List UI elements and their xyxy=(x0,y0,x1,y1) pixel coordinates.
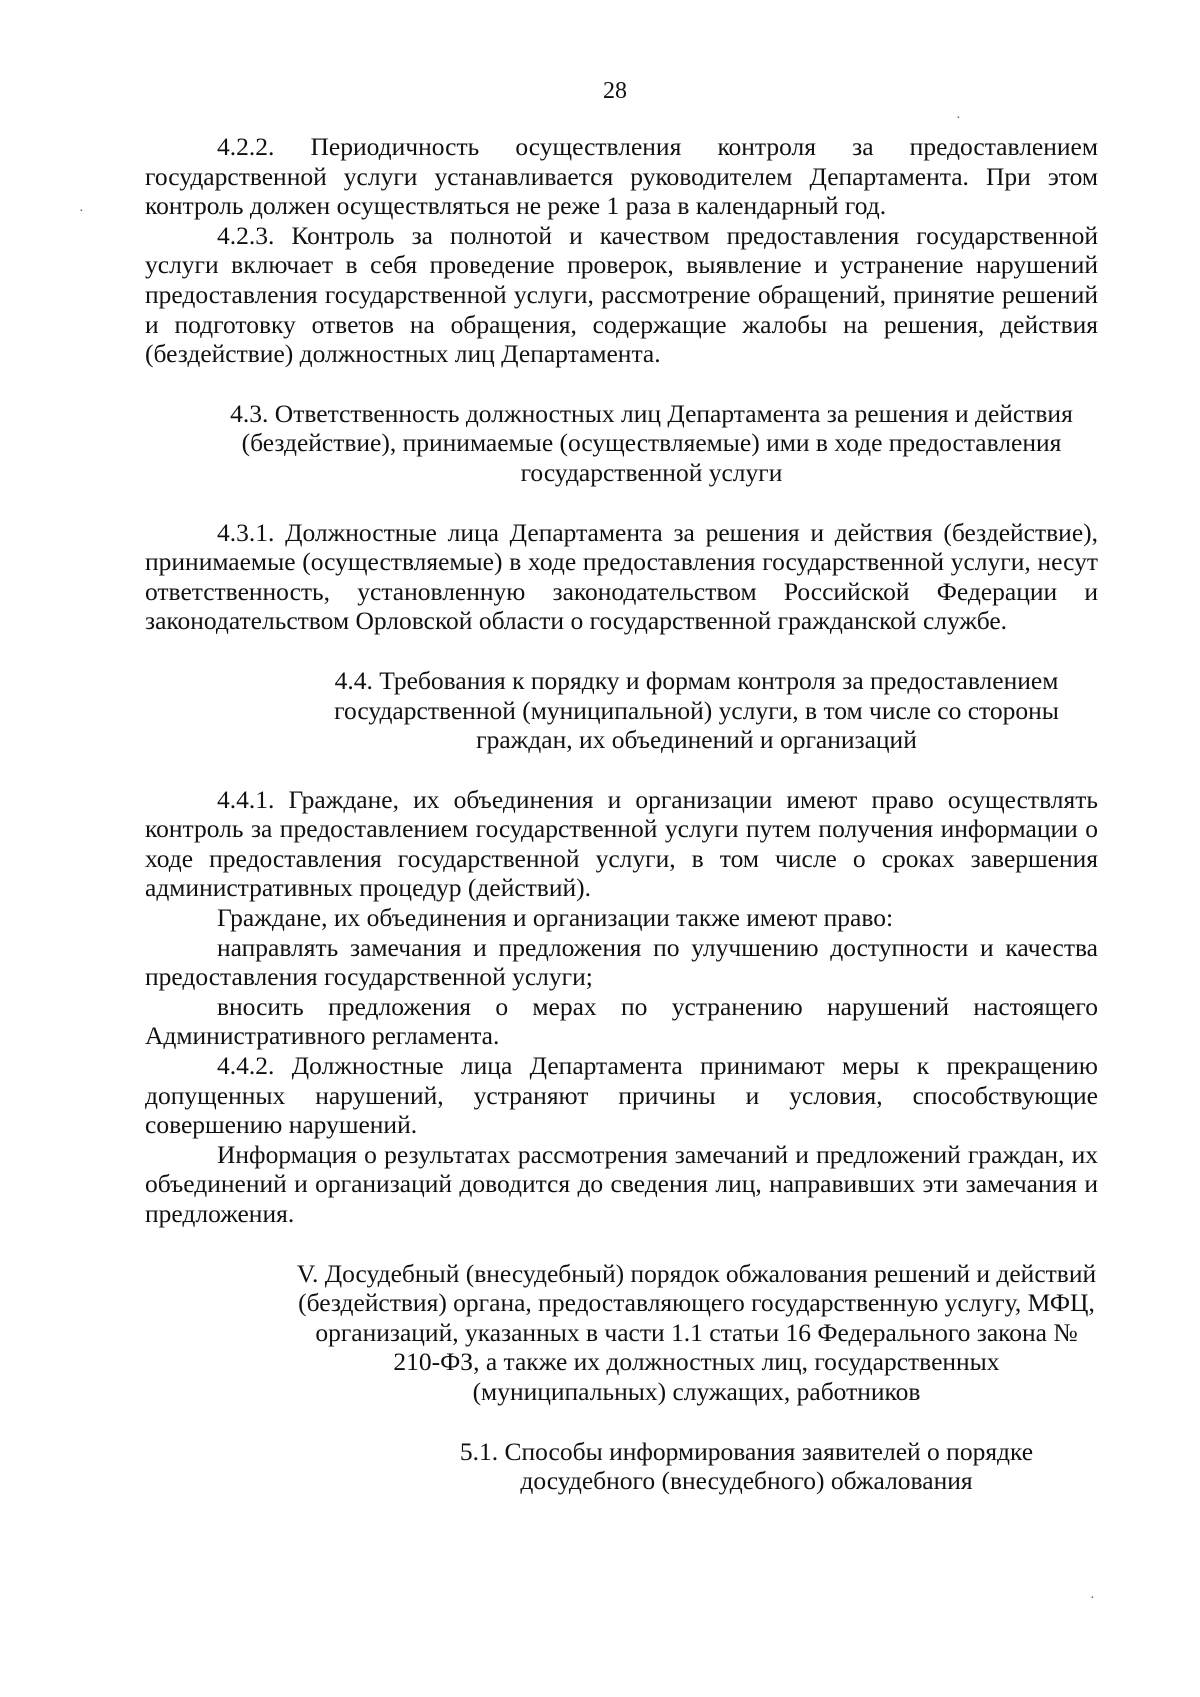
scan-speck: · xyxy=(956,111,961,126)
heading-5-1: 5.1. Способы информирования заявителей о порядке досудебного (внесудебного) обжалования xyxy=(459,1436,1034,1496)
paragraph-send-remarks: направлять замечания и предложения по улучшению доступности и качества предоставления государственной услуги; xyxy=(145,932,1098,992)
paragraph-4-4-2: 4.4.2. Должностные лица Департамента принимают меры к прекращению допущенных нарушений, устраняют причины и условия, способствующие совершению нарушений. xyxy=(145,1051,1098,1140)
heading-section-v: V. Досудебный (внесудебный) порядок обжалования решений и действий (бездействия) органа, предоставляющего государственную услугу, МФЦ, организаций, указанных в части 1.1 статьи 16 Федерального закона № 210-ФЗ, а также их должностных лиц, государственных (муниципальных) служащих, работников xyxy=(296,1258,1097,1406)
paragraph-info-results: Информация о результатах рассмотрения замечаний и предложений граждан, их объединений и организаций доводится до сведения лиц, направивших эти замечания и предложения. xyxy=(145,1139,1098,1228)
paragraph-4-4-1: 4.4.1. Граждане, их объединения и организации имеют право осуществлять контроль за предоставлением государственной услуги путем получения информации о ходе предоставления государственной услуги, в том числе о сроках завершения административных процедур (действий). xyxy=(145,784,1098,903)
paragraph-4-2-2: 4.2.2. Периодичность осуществления контроля за предоставлением государственной услуги устанавливается руководителем Департамента. При этом контроль должен осуществляться не реже 1 раза в календарный год. xyxy=(145,132,1098,221)
paragraph-4-2-3: 4.2.3. Контроль за полнотой и качеством предоставления государственной услуги включает в себя проведение проверок, выявление и устранение нарушений предоставления государственной услуги, рассмотрение обращений, принятие решений и подготовку ответов на обращения, содержащие жалобы на решения, действия (бездействие) должностных лиц Департамента. xyxy=(145,220,1098,369)
scan-speck: · xyxy=(79,204,84,219)
heading-4-3: 4.3. Ответственность должностных лиц Департамента за решения и действия (бездействие), принимаемые (осуществляемые) ими в ходе предоставления государственной услуги xyxy=(230,398,1073,487)
page-number: 28 xyxy=(603,78,627,104)
paragraph-also-right: Граждане, их объединения и организации также имеют право: xyxy=(217,903,894,933)
paragraph-4-3-1: 4.3.1. Должностные лица Департамента за решения и действия (бездействие), принимаемые (осуществляемые) в ходе предоставления государственной услуги, несут ответственность, установленную законодательством Российской Федерации и законодательством Орловской области о государственной гражданской службе. xyxy=(145,517,1098,636)
paragraph-propose: вносить предложения о мерах по устранению нарушений настоящего Административного регламента. xyxy=(145,991,1098,1051)
heading-4-4: 4.4. Требования к порядку и формам контроля за предоставлением государственной (муниципальной) услуги, в том числе со стороны граждан, их объединений и организаций xyxy=(334,665,1059,755)
document-body xyxy=(145,132,1098,1496)
scan-speck: · xyxy=(1090,1591,1095,1606)
